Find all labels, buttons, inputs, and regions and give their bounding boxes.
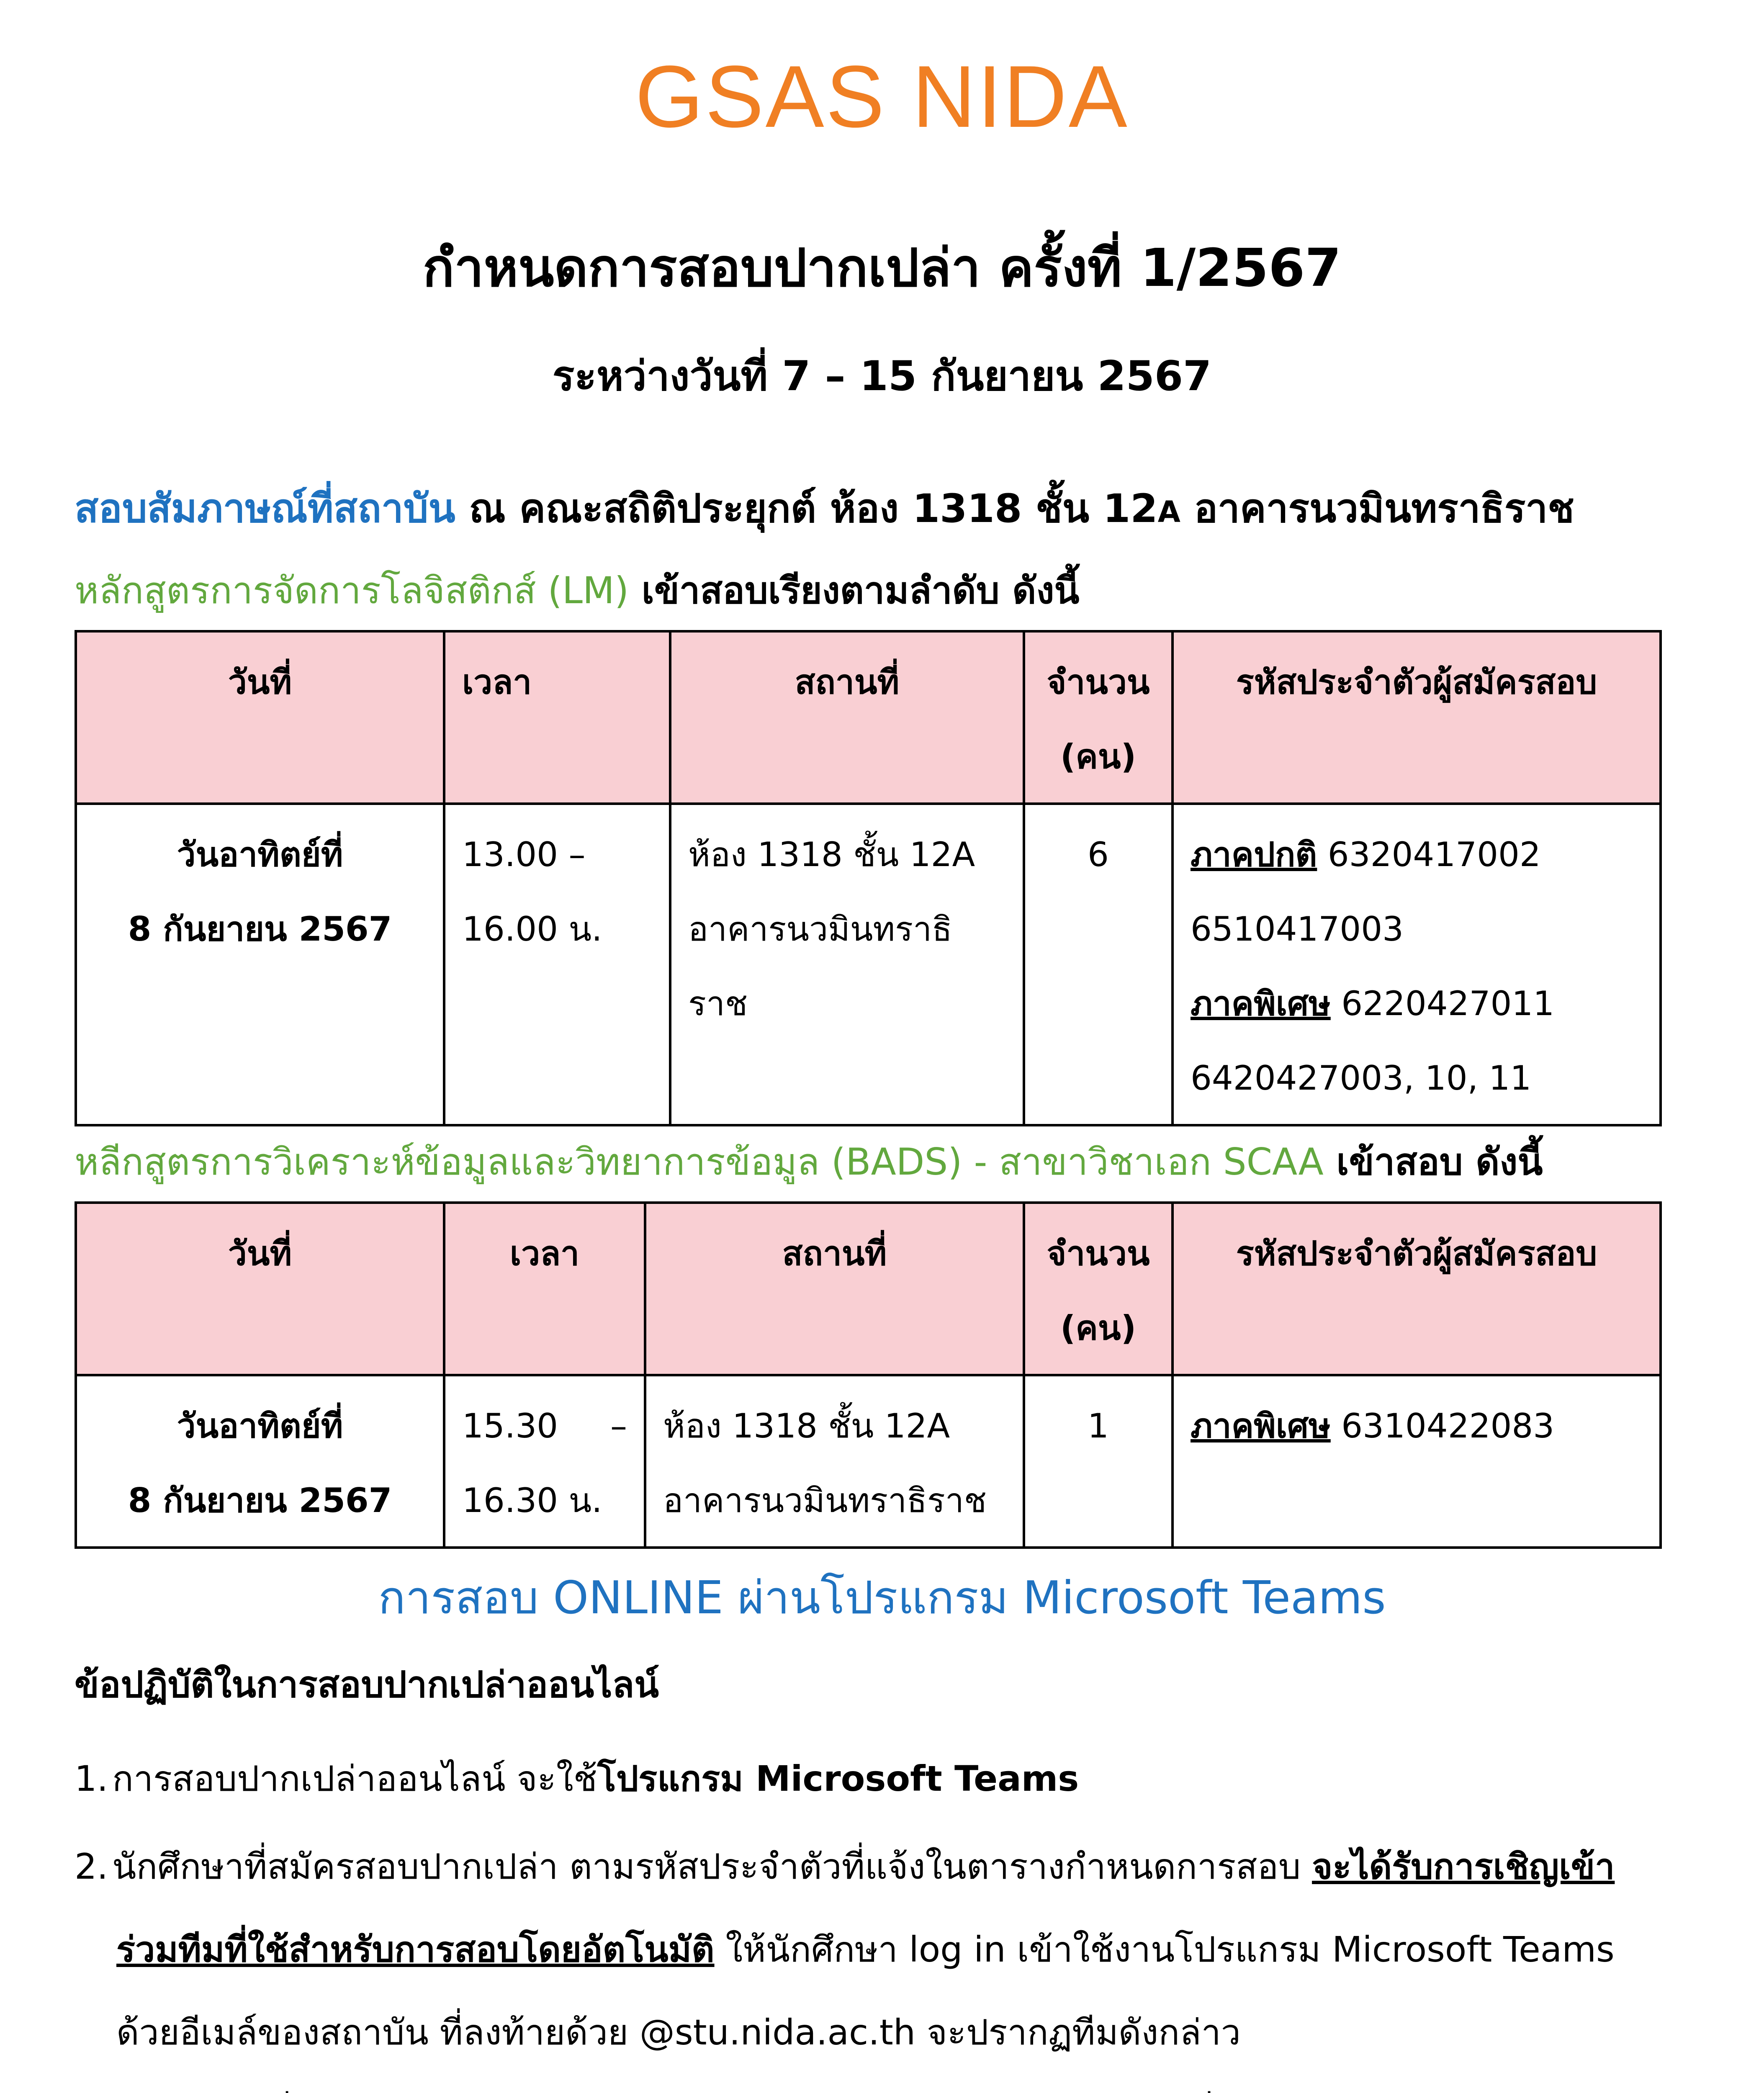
time-line-2: 16.30 น. xyxy=(462,1481,602,1520)
cell-date xyxy=(76,804,444,1125)
bads-program-line xyxy=(75,1132,1543,1191)
cell-applicant-ids xyxy=(1173,1375,1661,1548)
online-heading: การสอบ ONLINE ผ่านโปรแกรม Microsoft Teams xyxy=(378,1572,1386,1624)
header-time: เวลา xyxy=(444,631,670,804)
regular-label: ภาคปกติ xyxy=(1191,835,1317,874)
venue-line xyxy=(75,477,1574,540)
rule-text-emphasis: จะได้รับการเชิญเข้า xyxy=(1312,1846,1615,1887)
lm-program-name: หลักสูตรการจัดการโลจิสติกส์ (LM) xyxy=(75,569,629,612)
regular-id: 6510417003 xyxy=(1191,910,1404,949)
rule-item-1 xyxy=(75,1737,1665,1820)
bads-program-note: เข้าสอบ ดังนี้ xyxy=(1323,1140,1543,1183)
cell-applicant-ids xyxy=(1173,804,1661,1125)
cell-place xyxy=(670,804,1024,1125)
table-row xyxy=(76,1375,1661,1548)
rule-item-2 xyxy=(75,1825,1665,2093)
cell-count: 1 xyxy=(1024,1375,1173,1548)
rule-text-emphasis: ร่วมทีมที่ใช้สำหรับการสอบโดยอัตโนมัติ xyxy=(116,1929,715,1970)
date-line-1: วันอาทิตย์ที่ xyxy=(177,835,343,874)
table-header-row xyxy=(76,1203,1661,1375)
rule-number: 2. xyxy=(75,1846,108,1887)
cell-date xyxy=(76,1375,444,1548)
rule-text: การสอบปากเปล่าออนไลน์ จะใช้ xyxy=(112,1758,597,1799)
gsas-nida-logo: GSAS NIDA xyxy=(635,47,1129,146)
place-line-2: อาคารนวมินทราธิ xyxy=(688,910,952,949)
time-line-2: 16.00 น. xyxy=(462,910,602,949)
rule-number: 1. xyxy=(75,1758,108,1799)
regular-id: 6320417002 xyxy=(1317,835,1541,874)
venue-building: อาคารนวมินทราธิราช xyxy=(1180,486,1574,532)
cell-time xyxy=(444,1375,645,1548)
table-header-row xyxy=(76,631,1661,804)
rule-text xyxy=(75,2074,1665,2093)
header-applicant-id: รหัสประจำตัวผู้สมัครสอบ xyxy=(1173,1203,1661,1375)
place-line-1: ห้อง 1318 ชั้น 12A xyxy=(663,1406,950,1445)
place-line-2: อาคารนวมินทราธิราช xyxy=(663,1481,987,1520)
bads-program-name: หลีกสูตรการวิเคราะห์ข้อมูลและวิทยาการข้อมูล (BADS) - สาขาวิชาเอก SCAA xyxy=(75,1140,1324,1183)
rule-text: ด้วยอีเมล์ของสถาบัน ที่ลงท้ายด้วย @stu.nida.ac.th จะปรากฏทีมดังกล่าว xyxy=(116,2012,1241,2053)
rule-text: นักศึกษาที่สมัครสอบปากเปล่า ตามรหัสประจำตัวที่แจ้งในตารางกำหนดการสอบ xyxy=(112,1846,1312,1887)
rule-text: ให้นักศึกษา log in เข้าใช้งานโปรแกรม Microsoft Teams xyxy=(714,1929,1615,1970)
header-date: วันที่ xyxy=(76,1203,444,1375)
place-line-3: ราช xyxy=(688,984,748,1023)
header-time: เวลา xyxy=(444,1203,645,1375)
time-start: 15.30 xyxy=(462,1406,558,1445)
header-count-unit: (คน) xyxy=(1060,1309,1137,1347)
header-applicant-id: รหัสประจำตัวผู้สมัครสอบ xyxy=(1173,631,1661,804)
header-date: วันที่ xyxy=(76,631,444,804)
header-place: สถานที่ xyxy=(645,1203,1024,1375)
special-id: 6220427011 xyxy=(1330,984,1555,1023)
date-line-2: 8 กันยายน 2567 xyxy=(128,910,392,949)
date-line-2: 8 กันยายน 2567 xyxy=(128,1481,392,1520)
special-id: 6420427003, 10, 11 xyxy=(1191,1059,1532,1098)
header-count-unit: (คน) xyxy=(1060,737,1137,776)
special-id: 6310422083 xyxy=(1330,1406,1555,1445)
venue-text: ณ คณะสถิติประยุกต์ ห้อง 1318 ชั้น 12 xyxy=(455,486,1158,532)
header-place: สถานที่ xyxy=(670,631,1024,804)
lm-program-line xyxy=(75,561,1080,620)
header-count xyxy=(1024,631,1173,804)
bads-schedule-table xyxy=(75,1201,1662,1549)
cell-place xyxy=(645,1375,1024,1548)
time-line-1: 13.00 – xyxy=(462,835,586,874)
header-count-label: จำนวน xyxy=(1047,1234,1150,1273)
time-dash: – xyxy=(610,1406,627,1445)
date-line-1: วันอาทิตย์ที่ xyxy=(177,1406,343,1445)
lm-program-note: เข้าสอบเรียงตามลำดับ ดังนี้ xyxy=(629,569,1080,612)
rule-text-bold: โปรแกรม Microsoft Teams xyxy=(597,1758,1079,1799)
venue-label: สอบสัมภาษณ์ที่สถาบัน xyxy=(75,486,455,532)
place-line-1: ห้อง 1318 ชั้น 12A xyxy=(688,835,975,874)
page-title: กำหนดการสอบปากเปล่า ครั้งที่ 1/2567 xyxy=(422,238,1342,298)
special-label: ภาคพิเศษ xyxy=(1191,1406,1331,1445)
rules-heading: ข้อปฏิบัติในการสอบปากเปล่าออนไลน์ xyxy=(75,1664,659,1706)
header-count-label: จำนวน xyxy=(1047,663,1150,702)
lm-schedule-table xyxy=(75,630,1662,1126)
special-label: ภาคพิเศษ xyxy=(1191,984,1331,1023)
cell-time xyxy=(444,804,670,1125)
table-row xyxy=(76,804,1661,1125)
venue-small-a: A xyxy=(1157,495,1180,529)
page-subtitle: ระหว่างวันที่ 7 – 15 กันยายน 2567 xyxy=(552,352,1212,400)
header-count xyxy=(1024,1203,1173,1375)
cell-count: 6 xyxy=(1024,804,1173,1125)
